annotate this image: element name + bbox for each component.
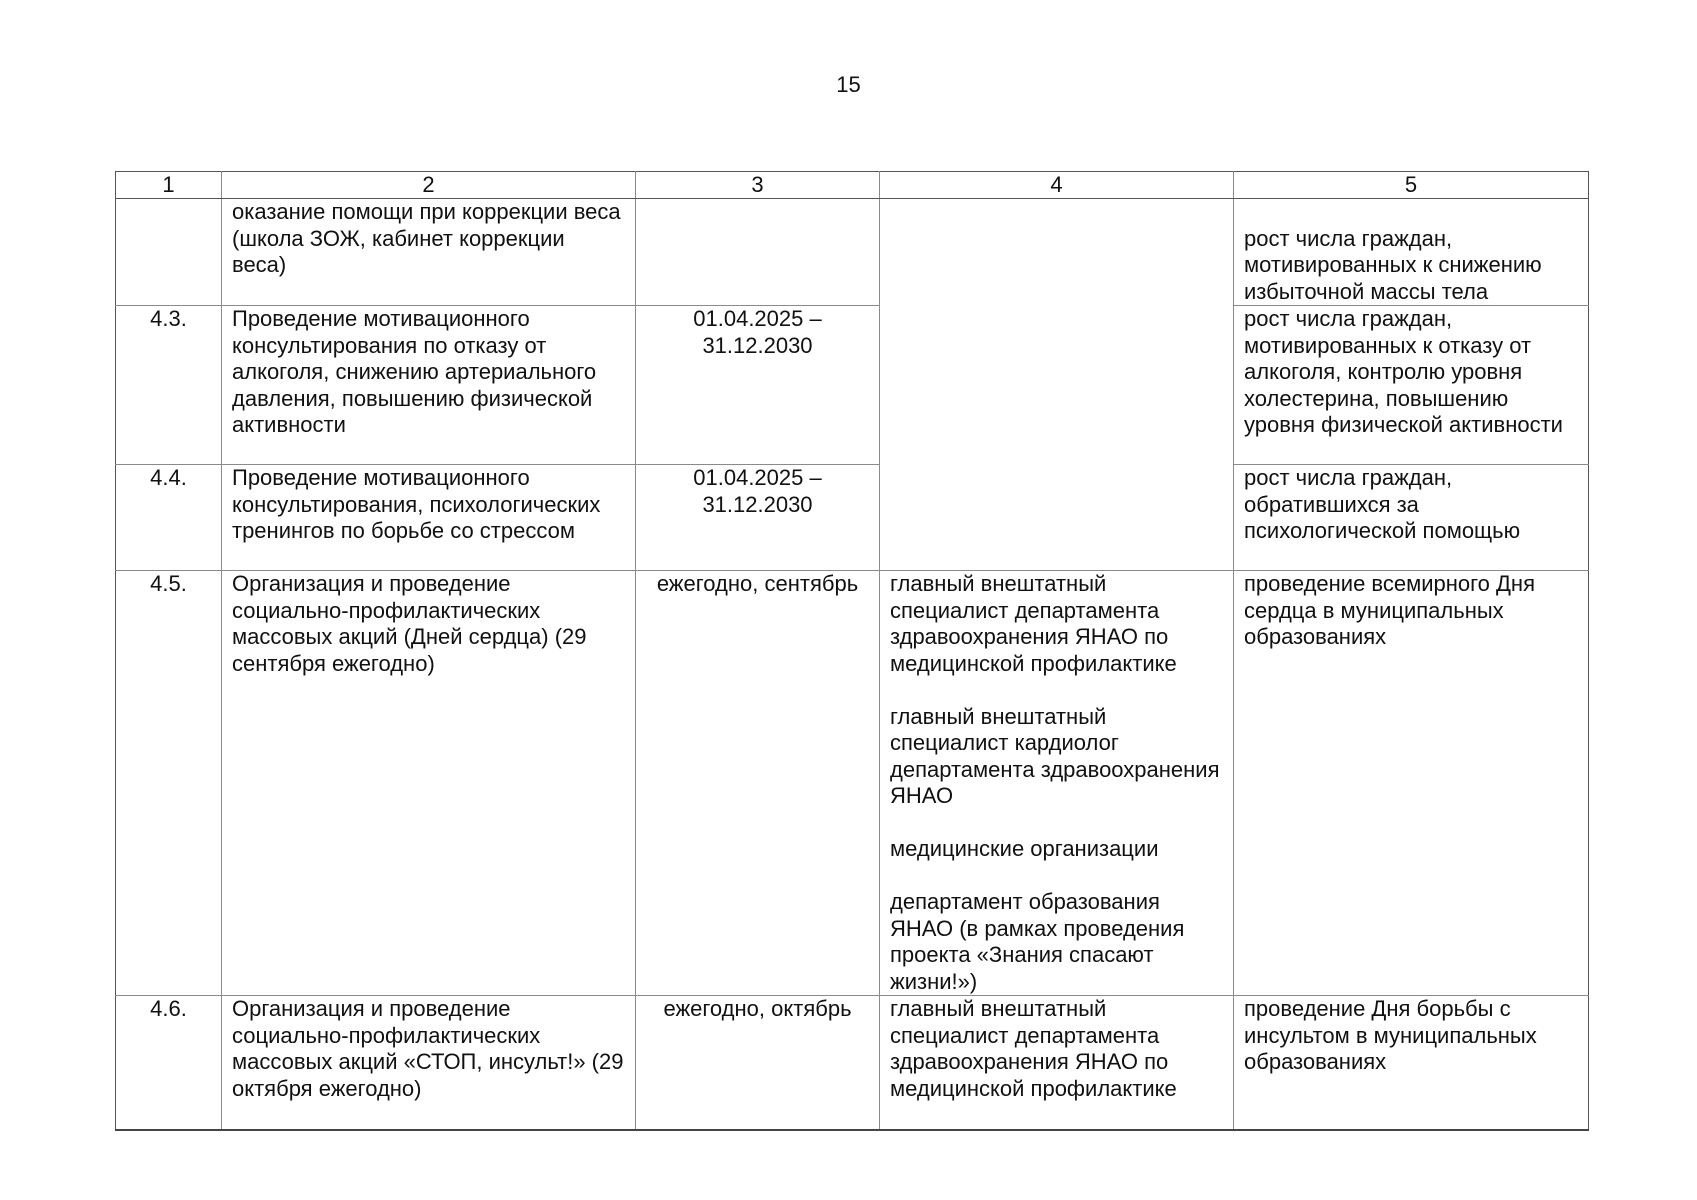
table-row: [116, 465, 1589, 571]
column-header-5: 5: [1234, 172, 1589, 199]
responsible-cell: [880, 571, 1234, 996]
table-row: [116, 571, 1589, 996]
period-cell: ежегодно, октябрь: [636, 996, 880, 1130]
column-header-2: 2: [222, 172, 636, 199]
row-number-cell: 4.3.: [116, 306, 222, 465]
result-cell: рост числа граждан, мотивированных к отказу от алкоголя, контролю уровня холестерина, повышению уровня физической активности: [1234, 306, 1589, 465]
responsible-party: главный внештатный специалист департамента здравоохранения ЯНАО по медицинской профилактике: [890, 571, 1177, 676]
responsible-party: медицинские организации: [890, 836, 1159, 861]
responsible-party: департамент образования ЯНАО (в рамках проведения проекта «Знания спасают жизни!»): [890, 889, 1185, 994]
row-number-cell: 4.6.: [116, 996, 222, 1130]
period-cell: [636, 199, 880, 306]
page-number: 15: [836, 72, 861, 97]
period-cell: ежегодно, сентябрь: [636, 571, 880, 996]
responsible-cell: [880, 996, 1234, 1130]
event-cell: Организация и проведение социально-профилактических массовых акций (Дней сердца) (29 сентября ежегодно): [222, 571, 636, 996]
responsible-cell-merged: [880, 199, 1234, 571]
result-cell: рост числа граждан, обратившихся за психологической помощью: [1234, 465, 1589, 571]
result-cell: проведение Дня борьбы с инсультом в муниципальных образованиях: [1234, 996, 1589, 1130]
row-number-cell: 4.4.: [116, 465, 222, 571]
event-cell: Организация и проведение социально-профилактических массовых акций «СТОП, инсульт!» (29 октября ежегодно): [222, 996, 636, 1130]
row-number-cell: 4.5.: [116, 571, 222, 996]
table-row: [116, 996, 1589, 1130]
table-header-row: [116, 172, 1589, 199]
row-number-cell: [116, 199, 222, 306]
table-row: [116, 306, 1589, 465]
table-row: [116, 199, 1589, 306]
result-cell: рост числа граждан, мотивированных к снижению избыточной массы тела: [1234, 199, 1589, 306]
column-header-3: 3: [636, 172, 880, 199]
column-header-4: 4: [880, 172, 1234, 199]
measures-table: [115, 171, 1589, 1131]
responsible-party: главный внештатный специалист кардиолог департамента здравоохранения ЯНАО: [890, 703, 1220, 808]
column-header-1: 1: [116, 172, 222, 199]
event-cell: Проведение мотивационного консультирования, психологических тренингов по борьбе со стрессом: [222, 465, 636, 571]
period-cell: 01.04.2025 – 31.12.2030: [636, 306, 880, 465]
responsible-party: главный внештатный специалист департамента здравоохранения ЯНАО по медицинской профилактике: [890, 996, 1177, 1101]
period-cell: 01.04.2025 – 31.12.2030: [636, 465, 880, 571]
event-cell: Проведение мотивационного консультирования по отказу от алкоголя, снижению артериального давления, повышению физической активности: [222, 306, 636, 465]
event-cell: оказание помощи при коррекции веса (школа ЗОЖ, кабинет коррекции веса): [222, 199, 636, 306]
result-cell: проведение всемирного Дня сердца в муниципальных образованиях: [1234, 571, 1589, 996]
